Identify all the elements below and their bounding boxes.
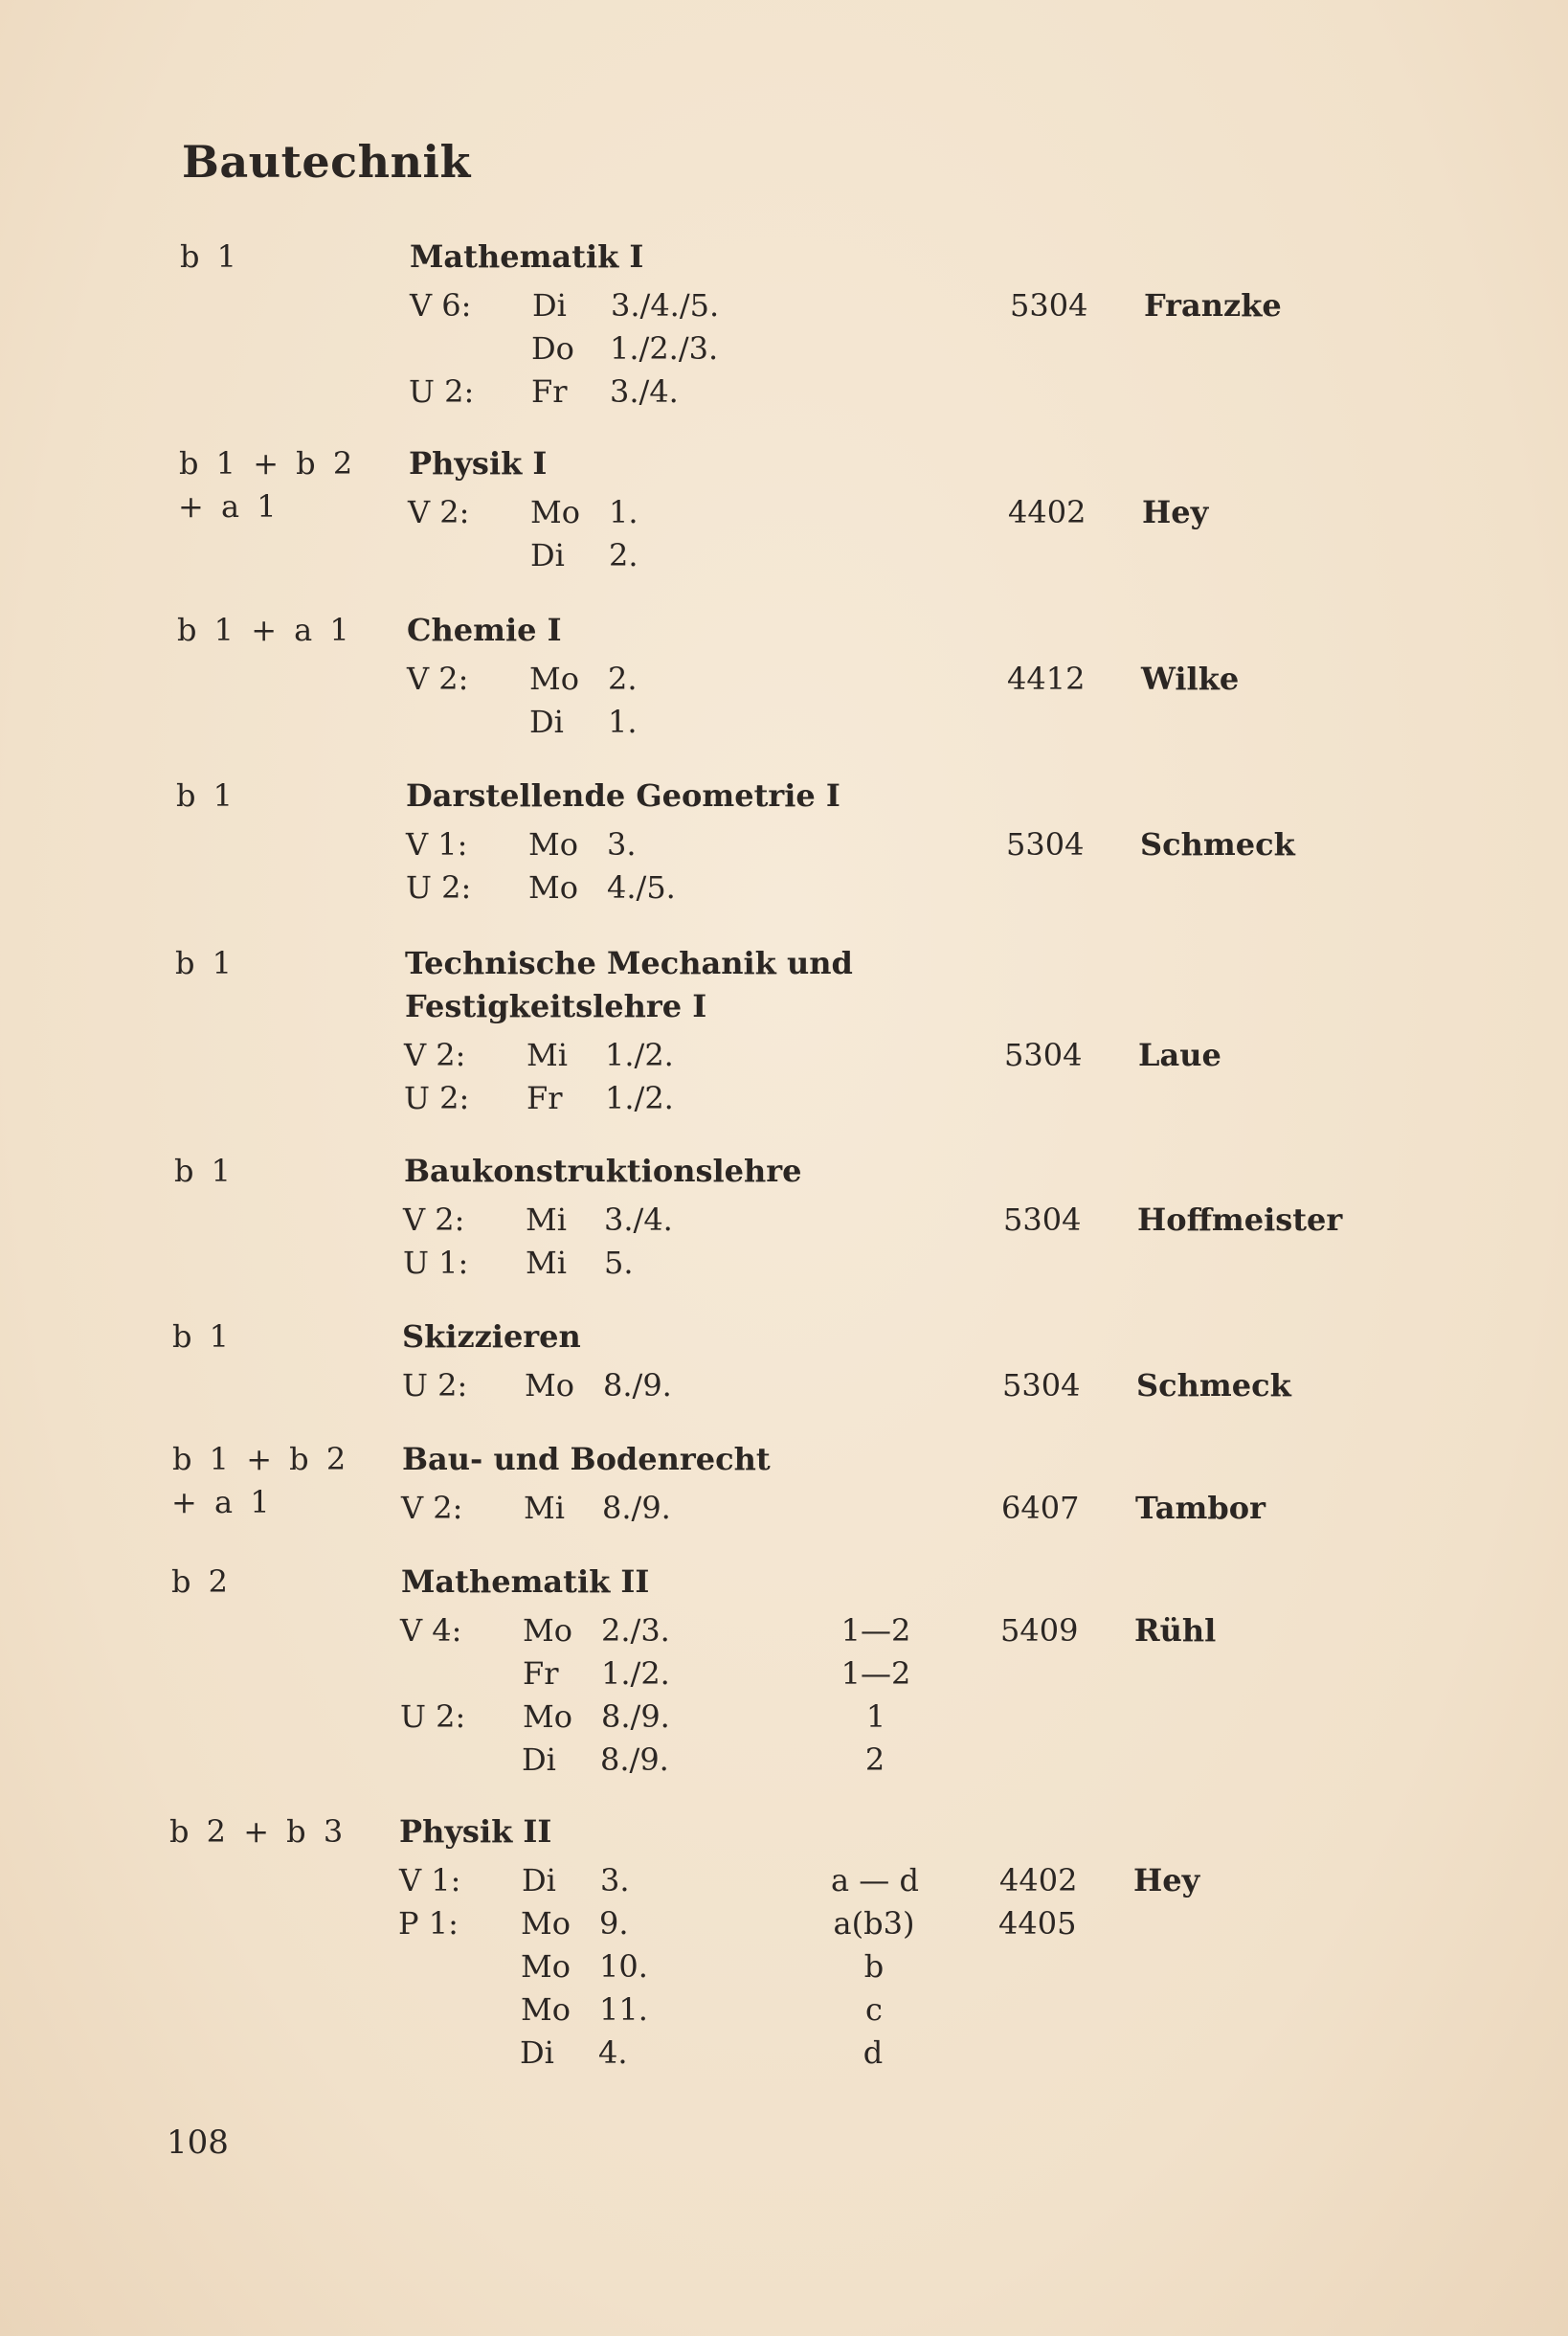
weekday: Di (522, 1862, 556, 1898)
program-code: b 1 (180, 238, 241, 275)
group-label: b (863, 1948, 885, 1985)
weekday: Di (522, 1741, 556, 1778)
group-label: d (862, 2034, 884, 2071)
time-slots: 3./4. (604, 1202, 673, 1238)
time-slots: 4. (598, 2034, 628, 2071)
program-code: b 1 + a 1 (177, 612, 353, 648)
time-slots: 1./2. (601, 1655, 670, 1692)
course-title: Technische Mechanik und (405, 945, 853, 981)
group-label: 1 (865, 1698, 886, 1735)
course-title: Darstellende Geometrie I (406, 777, 840, 814)
session-type: V 4: (400, 1612, 462, 1649)
weekday: Di (530, 537, 565, 573)
weekday: Mi (526, 1202, 567, 1238)
lecturer-name: Wilke (1141, 661, 1240, 697)
weekday: Mo (521, 1991, 571, 2028)
time-slots: 1./2./3. (610, 330, 719, 367)
time-slots: 3./4./5. (611, 287, 720, 324)
weekday: Fr (523, 1655, 559, 1692)
lecturer-name: Hey (1142, 494, 1209, 530)
time-slots: 1. (609, 494, 638, 530)
weekday: Mo (528, 826, 579, 863)
lecturer-name: Hey (1133, 1862, 1200, 1898)
room-number: 5304 (1006, 826, 1085, 863)
session-type: V 2: (404, 1037, 466, 1073)
program-code: b 1 (175, 945, 236, 981)
room-number: 5304 (1004, 1037, 1083, 1073)
course-title: Mathematik I (410, 238, 644, 275)
room-number: 6407 (1001, 1490, 1080, 1526)
course-title: Physik I (409, 445, 548, 482)
time-slots: 11. (599, 1991, 648, 2028)
course-title: Physik II (399, 1813, 552, 1850)
session-type: U 1: (403, 1245, 469, 1281)
group-label: 2 (864, 1741, 885, 1778)
group-label: 1—2 (840, 1612, 911, 1649)
program-code: b 2 (171, 1563, 233, 1600)
course-title: Mathematik II (401, 1563, 650, 1600)
time-slots: 9. (599, 1905, 629, 1942)
time-slots: 1./2. (605, 1037, 674, 1073)
program-code: b 1 (176, 777, 237, 814)
program-code: b 1 (174, 1153, 235, 1189)
program-code: + a 1 (178, 488, 280, 525)
weekday: Di (520, 2034, 554, 2071)
weekday: Mo (529, 661, 580, 697)
room-number-2: 4405 (998, 1905, 1077, 1942)
lecturer-name: Hoffmeister (1137, 1202, 1343, 1238)
room-number: 5409 (1000, 1612, 1079, 1649)
session-type: V 1: (399, 1862, 461, 1898)
weekday: Mi (526, 1245, 567, 1281)
course-title: Festigkeitslehre I (405, 988, 707, 1024)
lecturer-name: Laue (1138, 1037, 1221, 1073)
page-number: 108 (167, 2123, 229, 2162)
weekday: Di (529, 704, 564, 740)
session-type: V 1: (406, 826, 468, 863)
time-slots: 8./9. (600, 1741, 669, 1778)
time-slots: 1./2. (605, 1080, 674, 1116)
weekday: Fr (531, 373, 568, 410)
time-slots: 8./9. (602, 1490, 671, 1526)
session-type: V 2: (408, 494, 470, 530)
lecturer-name: Schmeck (1140, 826, 1295, 863)
weekday: Do (531, 330, 574, 367)
room-number: 4402 (1008, 494, 1086, 530)
time-slots: 3. (600, 1862, 630, 1898)
session-type: V 2: (407, 661, 469, 697)
program-code: b 1 (172, 1318, 234, 1355)
time-slots: 2. (609, 537, 638, 573)
weekday: Di (532, 287, 567, 324)
weekday: Mo (528, 869, 579, 906)
course-title: Bau- und Bodenrecht (402, 1441, 771, 1477)
room-number: 4412 (1007, 661, 1086, 697)
weekday: Fr (526, 1080, 563, 1116)
time-slots: 2. (608, 661, 638, 697)
session-type: U 2: (406, 869, 472, 906)
group-label: a(b3) (833, 1905, 915, 1942)
program-code: + a 1 (171, 1484, 274, 1520)
weekday: Mo (523, 1612, 573, 1649)
weekday: Mo (525, 1367, 575, 1404)
weekday: Mo (521, 1905, 571, 1942)
time-slots: 3./4. (610, 373, 679, 410)
weekday: Mo (530, 494, 581, 530)
session-type: U 2: (400, 1698, 466, 1735)
room-number: 5304 (1002, 1367, 1081, 1404)
session-type: V 2: (403, 1202, 465, 1238)
session-type: P 1: (398, 1905, 459, 1942)
time-slots: 8./9. (603, 1367, 672, 1404)
session-type: U 2: (409, 373, 475, 410)
lecturer-name: Schmeck (1136, 1367, 1291, 1404)
course-title: Chemie I (407, 612, 562, 648)
time-slots: 4./5. (607, 869, 676, 906)
time-slots: 3. (607, 826, 637, 863)
section-title: Bautechnik (182, 136, 471, 188)
time-slots: 5. (604, 1245, 634, 1281)
program-code: b 2 + b 3 (169, 1813, 347, 1850)
time-slots: 8./9. (601, 1698, 670, 1735)
room-number: 4402 (999, 1862, 1078, 1898)
session-type: U 2: (402, 1367, 468, 1404)
lecturer-name: Tambor (1135, 1490, 1266, 1526)
program-code: b 1 + b 2 (172, 1441, 350, 1477)
program-code: b 1 + b 2 (179, 445, 357, 482)
group-label: a — d (831, 1862, 919, 1898)
session-type: V 2: (401, 1490, 463, 1526)
weekday: Mo (523, 1698, 573, 1735)
weekday: Mi (524, 1490, 565, 1526)
lecturer-name: Franzke (1144, 287, 1282, 324)
time-slots: 10. (599, 1948, 648, 1985)
room-number: 5304 (1003, 1202, 1082, 1238)
weekday: Mo (521, 1948, 571, 1985)
lecturer-name: Rühl (1134, 1612, 1217, 1649)
course-title: Baukonstruktionslehre (404, 1153, 802, 1189)
time-slots: 1. (608, 704, 638, 740)
session-type: U 2: (404, 1080, 470, 1116)
time-slots: 2./3. (601, 1612, 670, 1649)
room-number: 5304 (1010, 287, 1088, 324)
course-title: Skizzieren (402, 1318, 581, 1355)
group-label: 1—2 (840, 1655, 911, 1692)
group-label: c (865, 1991, 883, 2028)
session-type: V 6: (410, 287, 472, 324)
weekday: Mi (526, 1037, 568, 1073)
